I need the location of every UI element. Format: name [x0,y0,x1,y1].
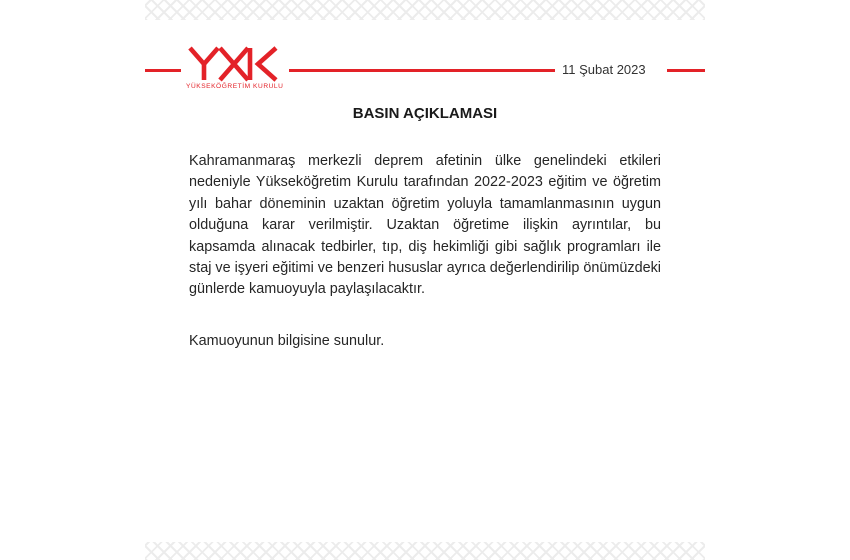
announcement-paragraph: Kahramanmaraş merkezli deprem afetinin ülke genelindeki etkileri nedeniyle Yükseköğretim Kurulu tarafından 2022-2023 eğitim ve öğretim yılı bahar döneminin uzaktan öğretim yoluyla tamamlanmasının uygun olduğuna karar verilmiştir. Uzaktan öğretime ilişkin ayrıntılar, bu kapsamda alınacak tedbirler, tıp, diş hekimliği gibi sağlık programları ile staj ve işyeri eğitimi ve benzeri hususlar ayrıca değerlendirilip önümüzdeki günlerde kamuoyuyla paylaşılacaktır. [189,153,661,298]
release-date: 11 Şubat 2023 [562,62,646,77]
closing-sentence: Kamuoyunun bilgisine sunulur. [189,333,385,349]
header-red-line-left [145,69,181,72]
header-red-line-middle [289,69,555,72]
header-red-line-right [667,69,705,72]
logo-caption: YÜKSEKÖĞRETİM KURULU [186,83,284,90]
top-decorative-pattern [145,0,705,20]
bottom-decorative-pattern [145,542,705,560]
document-title: BASIN AÇIKLAMASI [352,105,498,122]
yok-logo [186,46,284,94]
yok-logo-mark-icon [186,46,280,82]
